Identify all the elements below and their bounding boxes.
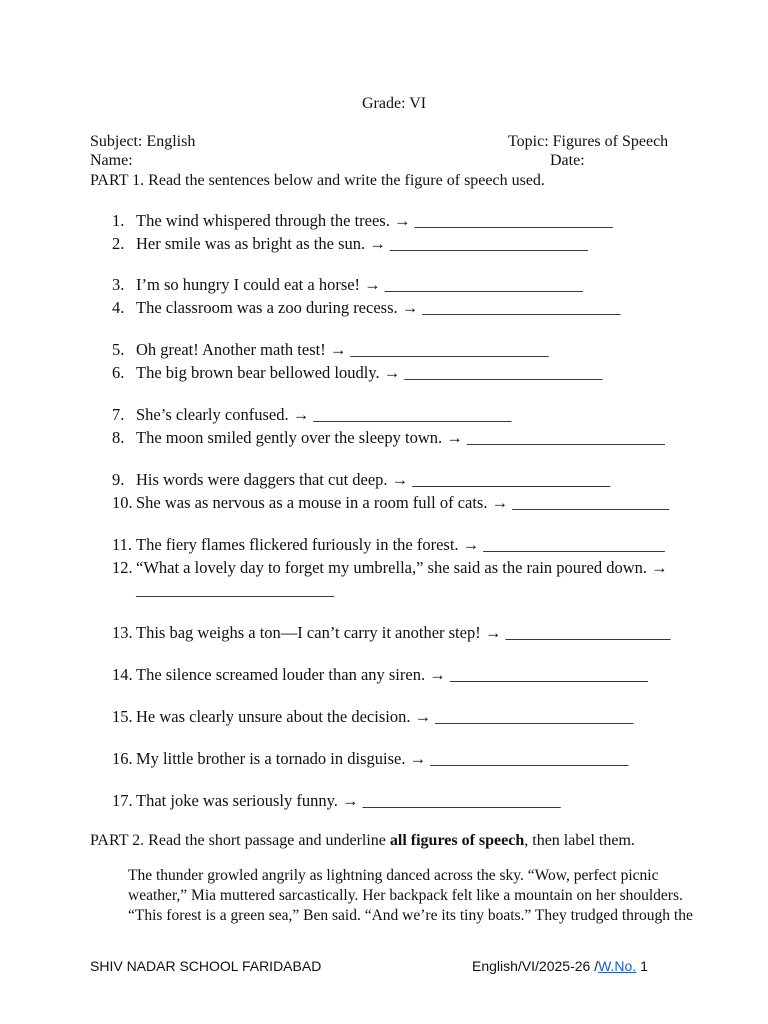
footer-school-name: SHIV NADAR SCHOOL FARIDABAD — [90, 958, 322, 974]
question-text: Oh great! Another math test! → ________________________ — [136, 340, 549, 359]
date-label: Date: — [550, 152, 585, 169]
question-item — [112, 428, 665, 448]
question-text: This bag weighs a ton—I can’t carry it another step! → ____________________ — [136, 623, 671, 642]
footer-code-text: English/VI/2025-26 / — [472, 958, 599, 974]
question-item — [112, 791, 561, 811]
part2-instruction — [90, 832, 635, 850]
part2-instruction-emphasis: all figures of speech — [389, 832, 525, 849]
question-text: The fiery flames flickered furiously in the forest. → ______________________ — [136, 535, 665, 554]
part1-instruction: PART 1. Read the sentences below and write the figure of speech used. — [90, 172, 545, 189]
question-number: 15. — [112, 707, 133, 726]
question-text: I’m so hungry I could eat a horse! → ________________________ — [136, 275, 583, 294]
passage-line: “This forest is a green sea,” Ben said. “And we’re its tiny boats.” They trudged through the — [128, 907, 693, 924]
question-text: The silence screamed louder than any siren. → ________________________ — [136, 665, 648, 684]
question-number: 11. — [112, 535, 133, 554]
question-text: That joke was seriously funny. → ________________________ — [136, 791, 561, 810]
question-number: 7. — [112, 405, 125, 424]
part2-instruction-end: , then label them. — [524, 832, 635, 849]
question-item — [112, 749, 628, 769]
question-number: 14. — [112, 665, 133, 684]
question-item — [112, 405, 511, 425]
passage-line: The thunder growled angrily as lightning danced across the sky. “Wow, perfect picnic — [128, 867, 659, 884]
question-item — [112, 493, 669, 513]
question-text: The moon smiled gently over the sleepy town. → ________________________ — [136, 428, 665, 447]
question-text: She was as nervous as a mouse in a room full of cats. → ___________________ — [136, 493, 669, 512]
question-number: 6. — [112, 363, 125, 382]
question-number: 12. — [112, 558, 133, 577]
grade-heading: Grade: VI — [362, 95, 427, 112]
question-text: The wind whispered through the trees. → ________________________ — [136, 211, 613, 230]
question-item — [112, 623, 670, 643]
question-item — [112, 340, 548, 360]
footer-page-number: 1 — [636, 958, 648, 974]
question-number: 1. — [112, 211, 125, 230]
question-text: She’s clearly confused. → ________________________ — [136, 405, 512, 424]
question-text: He was clearly unsure about the decision. → ________________________ — [136, 707, 634, 726]
question-item — [112, 211, 613, 231]
subject-label: Subject: English — [90, 133, 196, 150]
question-text: His words were daggers that cut deep. → ________________________ — [136, 470, 611, 489]
name-label: Name: — [90, 152, 133, 169]
part2-instruction-start: PART 2. Read the short passage and underline — [90, 832, 390, 849]
question-number: 17. — [112, 791, 133, 810]
question-text: Her smile was as bright as the sun. → ________________________ — [136, 234, 588, 253]
question-number: 8. — [112, 428, 125, 447]
passage — [128, 866, 738, 926]
question-text: My little brother is a tornado in disguise. → ________________________ — [136, 749, 629, 768]
topic-label: Topic: Figures of Speech — [508, 133, 669, 150]
question-number: 4. — [112, 298, 125, 317]
question-number: 10. — [112, 493, 133, 512]
question-number: 3. — [112, 275, 125, 294]
question-item — [112, 470, 610, 490]
question-item — [112, 275, 583, 295]
question-text: The classroom was a zoo during recess. → ________________________ — [136, 298, 621, 317]
question-item — [112, 298, 620, 318]
worksheet-number-link[interactable]: W.No. — [598, 958, 637, 974]
footer-document-code — [472, 958, 648, 974]
question-number: 13. — [112, 623, 133, 642]
question-item-continuation — [112, 580, 334, 600]
question-text: The big brown bear bellowed loudly. → ________________________ — [136, 363, 603, 382]
passage-line: weather,” Mia muttered sarcastically. Her backpack felt like a mountain on her shoulders. — [128, 887, 683, 904]
question-number: 16. — [112, 749, 133, 768]
question-item — [112, 558, 668, 578]
question-item — [112, 535, 665, 555]
question-number: 2. — [112, 234, 125, 253]
question-number: 5. — [112, 340, 125, 359]
question-item — [112, 363, 602, 383]
question-text: ________________________ — [136, 580, 334, 599]
question-text: “What a lovely day to forget my umbrella,” she said as the rain poured down. → — [136, 558, 668, 577]
question-item — [112, 707, 633, 727]
question-number: 9. — [112, 470, 125, 489]
question-item — [112, 234, 588, 254]
question-item — [112, 665, 648, 685]
